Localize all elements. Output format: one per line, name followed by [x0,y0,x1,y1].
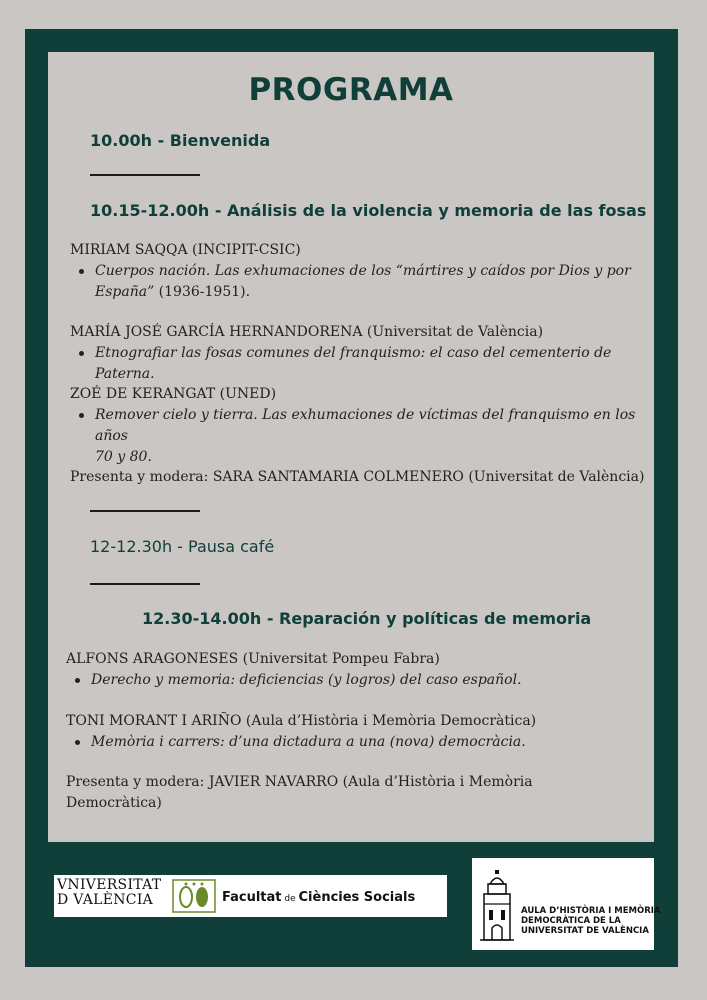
aula-name-line: AULA D’HISTÒRIA I MEMÒRIA [521,906,661,916]
speaker-name: TONI MORANT I ARIÑO (Aula d’Història i Memòria Democràtica) [66,713,537,729]
bullet-icon [79,413,84,418]
speaker-name: MIRIAM SAQQA (INCIPIT-CSIC) [70,242,301,258]
moderator-line: Presenta y modera: JAVIER NAVARRO (Aula d’Història i Memòria [66,774,533,790]
divider [90,174,200,176]
session2-heading: 12.30-14.00h - Reparación y políticas de memoria [142,609,592,628]
talk-years: (1936-1951). [154,284,251,300]
aula-name-line: UNIVERSITAT DE VALÈNCIA [521,926,649,936]
session1-heading: 10.15-12.00h - Análisis de la violencia y memoria de las fosas [90,201,647,220]
speaker-name: ZOÉ DE KERANGAT (UNED) [70,386,277,402]
talk-title-line: Etnografiar las fosas comunes del franquismo: el caso del cementerio de Paterna. [95,345,612,382]
talk-title-line: 70 y 80. [95,449,152,465]
speaker-name: MARÍA JOSÉ GARCÍA HERNANDORENA (Universitat de València) [70,324,544,340]
university-faculty-logo [54,875,447,917]
talk-title-line: Cuerpos nación. Las exhumaciones de los “mártires y caídos por Dios y por [95,263,631,279]
bullet-icon [75,678,80,683]
universitat-valencia-logo [57,878,161,908]
welcome-heading: 10.00h - Bienvenida [90,131,271,150]
talk-title-line: España” [95,284,155,300]
faculty-name [222,890,415,905]
session1-moderator: Presenta y modera: SARA SANTAMARIA COLMENERO (Universitat de València) [70,469,645,485]
talk-title [95,343,640,385]
page-title: PROGRAMA [248,72,454,108]
talk-title [91,732,636,753]
talk-title [95,405,640,468]
aula-name-line: DEMOCRÀTICA DE LA [521,916,621,926]
aula-name [521,906,661,936]
talk-title-line: Remover cielo y tierra. Las exhumaciones de víctimas del franquismo en los años [95,407,636,444]
faculty-name-part: de [281,894,299,904]
bullet-icon [75,740,80,745]
uv-logo-line: VNIVERSITAT [57,877,162,893]
session2-moderator [66,772,533,814]
divider [90,583,200,585]
talk-title-line: Derecho y memoria: deficiencias (y logros) del caso español. [91,672,522,688]
talk-title [91,670,636,691]
divider [90,510,200,512]
talk-title-line: Memòria i carrers: d’una dictadura a una (nova) democràcia. [91,734,526,750]
program-panel [48,52,654,842]
faculty-name-part: Ciències Socials [298,890,416,905]
talk-title [95,261,635,303]
faculty-name-part: Facultat [222,890,282,905]
bullet-icon [79,269,84,274]
aula-logo [472,858,661,950]
moderator-line: Democràtica) [66,795,162,811]
pause-heading: 12-12.30h - Pausa café [90,537,275,556]
bullet-icon [79,351,84,356]
building-tower-icon [478,870,516,942]
uv-logo-line: D VALÈNCIA [57,892,154,908]
speaker-name: ALFONS ARAGONESES (Universitat Pompeu Fabra) [66,651,440,667]
faculty-emblem-icon [172,879,216,913]
